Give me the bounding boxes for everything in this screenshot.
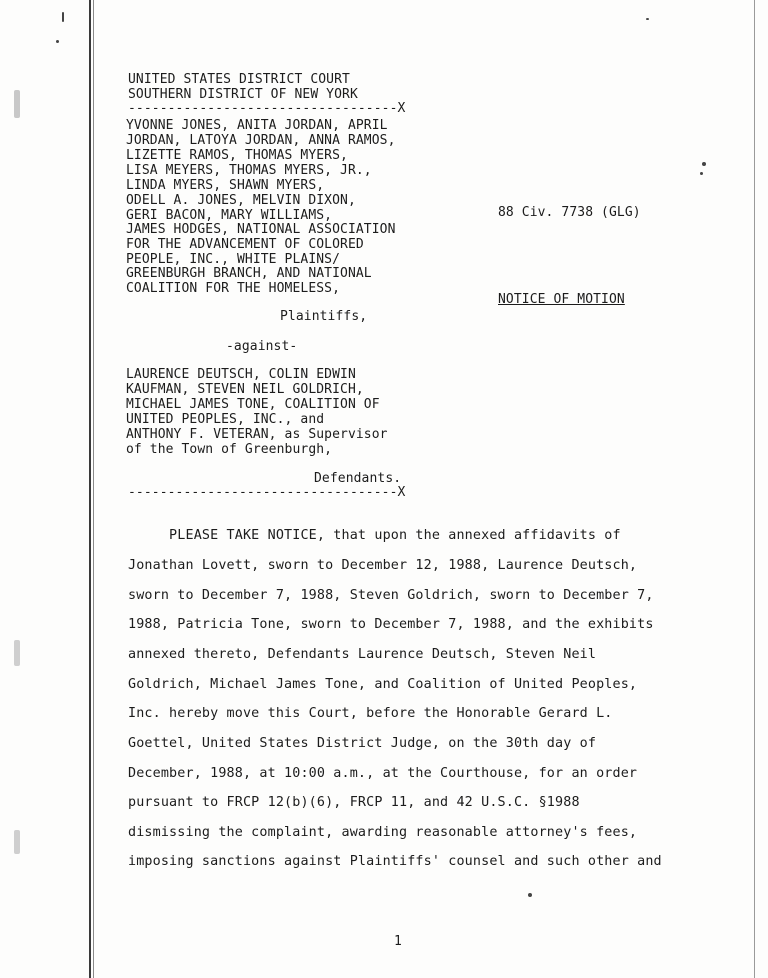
scan-speck [56, 40, 59, 43]
body-line: sworn to December 7, 1988, Steven Goldrich, sworn to December 7, [128, 588, 654, 603]
scan-speck [646, 18, 649, 20]
court-name-line-1: UNITED STATES DISTRICT COURT [128, 72, 350, 87]
scan-speck [700, 172, 703, 175]
plaintiff-line: JAMES HODGES, NATIONAL ASSOCIATION [126, 222, 396, 237]
defendant-line: MICHAEL JAMES TONE, COALITION OF [126, 397, 380, 412]
case-number: 88 Civ. 7738 (GLG) [498, 205, 641, 220]
body-line: Inc. hereby move this Court, before the Honorable Gerard L. [128, 706, 613, 721]
against-label: -against- [226, 339, 298, 354]
plaintiff-line: LINDA MYERS, SHAWN MYERS, [126, 178, 325, 193]
body-line: Goldrich, Michael James Tone, and Coalition of United Peoples, [128, 677, 638, 692]
plaintiff-line: LISA MEYERS, THOMAS MYERS, JR., [126, 163, 372, 178]
body-line: dismissing the complaint, awarding reasonable attorney's fees, [128, 825, 638, 840]
defendants-label: Defendants. [314, 471, 402, 486]
scan-speck [14, 640, 20, 666]
right-page-edge [754, 0, 755, 978]
caption-rule-bottom: ----------------------------------X [128, 485, 406, 500]
defendant-line: LAURENCE DEUTSCH, COLIN EDWIN [126, 367, 356, 382]
body-line: Jonathan Lovett, sworn to December 12, 1988, Laurence Deutsch, [128, 558, 638, 573]
page-number: 1 [394, 934, 402, 949]
binding-edge-line [89, 0, 91, 978]
defendant-line: KAUFMAN, STEVEN NEIL GOLDRICH, [126, 382, 364, 397]
plaintiff-line: COALITION FOR THE HOMELESS, [126, 281, 341, 296]
body-line: PLEASE TAKE NOTICE, that upon the annexed affidavits of [128, 528, 621, 543]
plaintiff-line: GREENBURGH BRANCH, AND NATIONAL [126, 266, 372, 281]
scan-speck [528, 893, 532, 897]
scan-speck [702, 162, 706, 166]
plaintiff-line: ODELL A. JONES, MELVIN DIXON, [126, 193, 356, 208]
plaintiff-line: LIZETTE RAMOS, THOMAS MYERS, [126, 148, 348, 163]
document-title: NOTICE OF MOTION [498, 292, 625, 307]
body-line: annexed thereto, Defendants Laurence Deutsch, Steven Neil [128, 647, 597, 662]
binding-edge-line-secondary [93, 0, 94, 978]
caption-rule-top: ----------------------------------X [128, 101, 406, 116]
plaintiff-line: JORDAN, LATOYA JORDAN, ANNA RAMOS, [126, 133, 396, 148]
body-line: 1988, Patricia Tone, sworn to December 7, 1988, and the exhibits [128, 617, 654, 632]
scan-speck [14, 90, 20, 118]
body-line: pursuant to FRCP 12(b)(6), FRCP 11, and 42 U.S.C. §1988 [128, 795, 580, 810]
body-line: Goettel, United States District Judge, on the 30th day of [128, 736, 597, 751]
scan-speck [62, 12, 64, 22]
body-line: imposing sanctions against Plaintiffs' counsel and such other and [128, 854, 662, 869]
plaintiff-line: YVONNE JONES, ANITA JORDAN, APRIL [126, 118, 388, 133]
defendant-line: UNITED PEOPLES, INC., and [126, 412, 325, 427]
body-line: December, 1988, at 10:00 a.m., at the Courthouse, for an order [128, 766, 638, 781]
plaintiff-line: PEOPLE, INC., WHITE PLAINS/ [126, 252, 341, 267]
plaintiffs-label: Plaintiffs, [280, 309, 368, 324]
defendant-line: of the Town of Greenburgh, [126, 442, 333, 457]
plaintiff-line: FOR THE ADVANCEMENT OF COLORED [126, 237, 364, 252]
scan-speck [14, 830, 20, 854]
defendant-line: ANTHONY F. VETERAN, as Supervisor [126, 427, 388, 442]
court-name-line-2: SOUTHERN DISTRICT OF NEW YORK [128, 87, 358, 102]
plaintiff-line: GERI BACON, MARY WILLIAMS, [126, 208, 333, 223]
